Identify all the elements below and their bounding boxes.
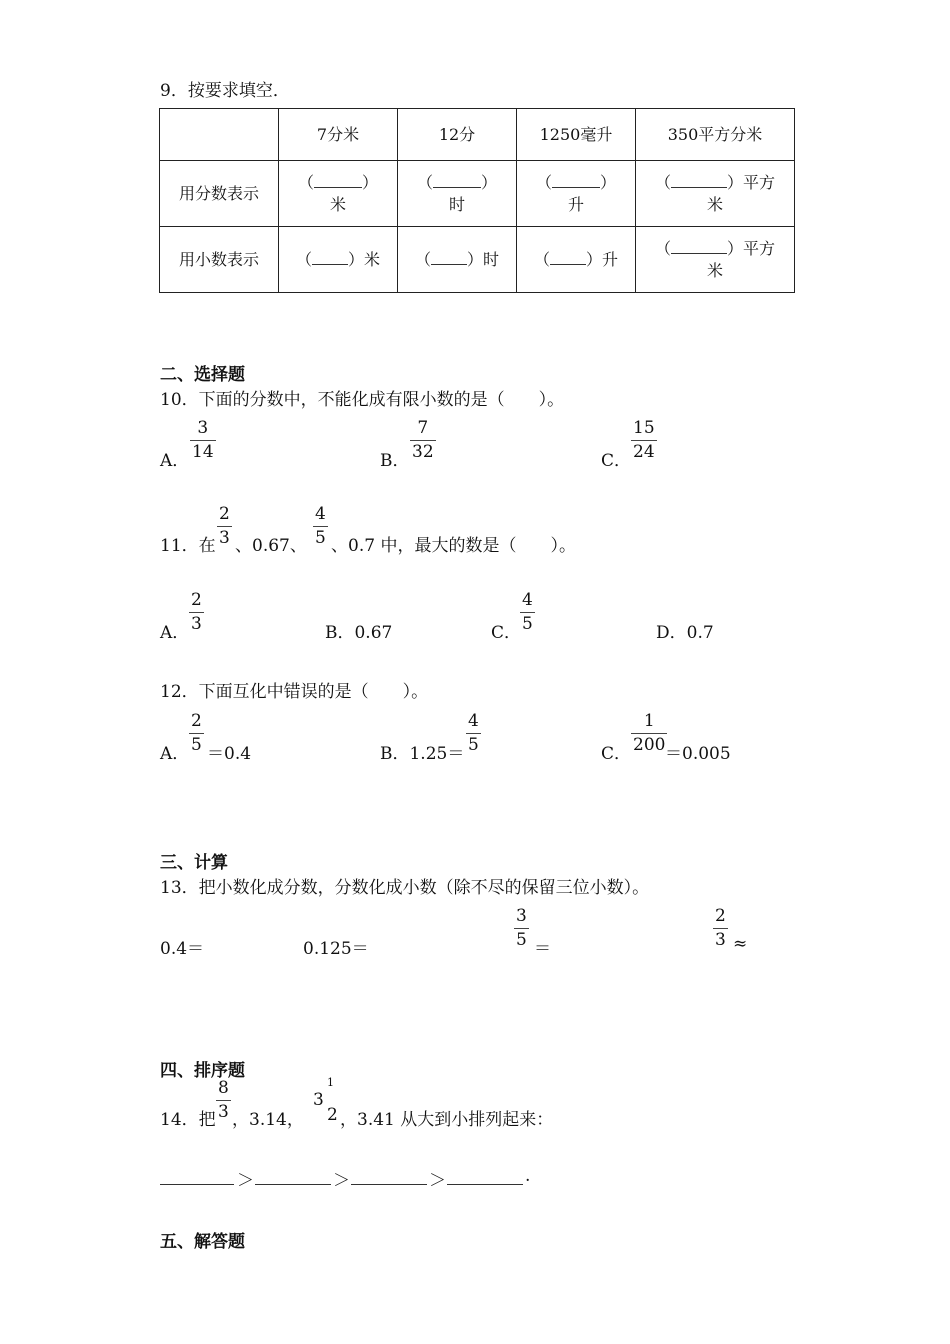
q9-table	[159, 108, 795, 293]
q11-option-c-label: C．	[491, 623, 522, 643]
row1-cell-1: （ ） 米	[279, 161, 398, 227]
q10-text: 10．下面的分数中，不能化成有限小数的是（ ）。	[160, 390, 565, 410]
answer-blank[interactable]	[312, 248, 348, 265]
q14-fraction-8-3: $\frac{8}{3}$	[218, 1078, 229, 1122]
q13-fraction-3-5: $\frac{3}{5}$	[516, 906, 527, 950]
answer-blank[interactable]	[552, 171, 600, 188]
q11-option-d: D．0.7	[656, 623, 714, 643]
q11-option-a-label: A．	[160, 623, 190, 643]
row1-cell-2: （ ） 时	[398, 161, 517, 227]
q13-expr-4-rest: ≈	[733, 934, 748, 954]
row1-cell-4: （ ）平方 米	[636, 161, 795, 227]
order-blank-4[interactable]	[447, 1165, 523, 1185]
row2-cell-1: （ ）米	[279, 227, 398, 293]
q12-option-c-label: C．	[601, 744, 632, 764]
row2-cell-3: （ ）升	[517, 227, 636, 293]
q14-fraction-den: 2	[327, 1105, 338, 1125]
q12-option-b-fraction: $\frac{4}{5}$	[468, 711, 479, 755]
q11-fraction-2-3: $\frac{2}{3}$	[219, 504, 230, 548]
q10-option-c-fraction: $\frac{15}{24}$	[633, 418, 655, 462]
greater-than-2: ＞	[333, 1171, 350, 1191]
section-title-choice: 二、选择题	[160, 365, 245, 385]
q13-expr-3-rest: ＝	[534, 939, 551, 959]
q13-expr-1: 0.4＝	[160, 939, 205, 959]
section-title-answer: 五、解答题	[160, 1232, 245, 1252]
answer-blank[interactable]	[314, 171, 362, 188]
answer-blank[interactable]	[550, 248, 586, 265]
q11-prefix: 11．在	[160, 536, 216, 556]
q11-fraction-4-5: $\frac{4}{5}$	[315, 504, 326, 548]
q12-option-b-label: B．1.25＝	[380, 744, 465, 764]
answer-blank[interactable]	[433, 171, 481, 188]
section-title-calc: 三、计算	[160, 853, 228, 873]
answer-blank[interactable]	[671, 171, 727, 188]
row1-label: 用分数表示	[160, 161, 279, 227]
row2-cell-2: （ ）时	[398, 227, 517, 293]
q10-option-a-label: A．	[160, 451, 190, 471]
greater-than-1: ＞	[237, 1171, 254, 1191]
q13-expr-2: 0.125＝	[303, 939, 369, 959]
q14-suffix: ，3.41 从大到小排列起来：	[340, 1110, 554, 1130]
q13-fraction-2-3: $\frac{2}{3}$	[715, 906, 726, 950]
period: .	[525, 1166, 531, 1186]
header-350sqdm: 350平方分米	[636, 109, 795, 161]
q12-option-a-fraction: $\frac{2}{5}$	[191, 711, 202, 755]
q14-prefix: 14．把	[160, 1110, 216, 1130]
q10-option-b-label: B．	[380, 451, 410, 471]
header-12min: 12分	[398, 109, 517, 161]
header-1250ml: 1250毫升	[517, 109, 636, 161]
q12-text: 12．下面互化中错误的是（ ）。	[160, 682, 429, 702]
q12-option-a-rest: ＝0.4	[207, 744, 252, 764]
q10-option-b-fraction: $\frac{7}{32}$	[412, 418, 434, 462]
q14-fraction-num: 1	[327, 1076, 334, 1089]
q14-mid: ，3.14，	[232, 1110, 304, 1130]
q14-whole-part: 3	[313, 1090, 324, 1110]
answer-blank[interactable]	[671, 237, 727, 254]
q12-option-c-rest: ＝0.005	[665, 744, 731, 764]
row2-cell-4: （ ）平方 米	[636, 227, 795, 293]
q12-option-c-fraction: $\frac{1}{200}$	[633, 711, 666, 755]
row1-cell-3: （ ） 升	[517, 161, 636, 227]
q11-option-a-fraction: $\frac{2}{3}$	[191, 590, 202, 634]
order-blank-1[interactable]	[160, 1165, 234, 1185]
q11-option-c-fraction: $\frac{4}{5}$	[522, 590, 533, 634]
q10-option-c-label: C．	[601, 451, 632, 471]
q11-mid: 、0.67、	[235, 536, 307, 556]
q9-title: 9．按要求填空．	[160, 81, 290, 101]
order-blank-3[interactable]	[351, 1165, 427, 1185]
header-empty	[160, 109, 279, 161]
greater-than-3: ＞	[429, 1171, 446, 1191]
section-title-order: 四、排序题	[160, 1061, 245, 1081]
order-blank-2[interactable]	[255, 1165, 331, 1185]
row2-label: 用小数表示	[160, 227, 279, 293]
q13-text: 13．把小数化成分数，分数化成小数（除不尽的保留三位小数）。	[160, 878, 650, 898]
q11-option-b: B．0.67	[325, 623, 393, 643]
q10-option-a-fraction: $\frac{3}{14}$	[192, 418, 214, 462]
header-7dm: 7分米	[279, 109, 398, 161]
q11-suffix: 、0.7 中，最大的数是（ ）。	[331, 536, 576, 556]
q12-option-a-label: A．	[160, 744, 190, 764]
answer-blank[interactable]	[431, 248, 467, 265]
